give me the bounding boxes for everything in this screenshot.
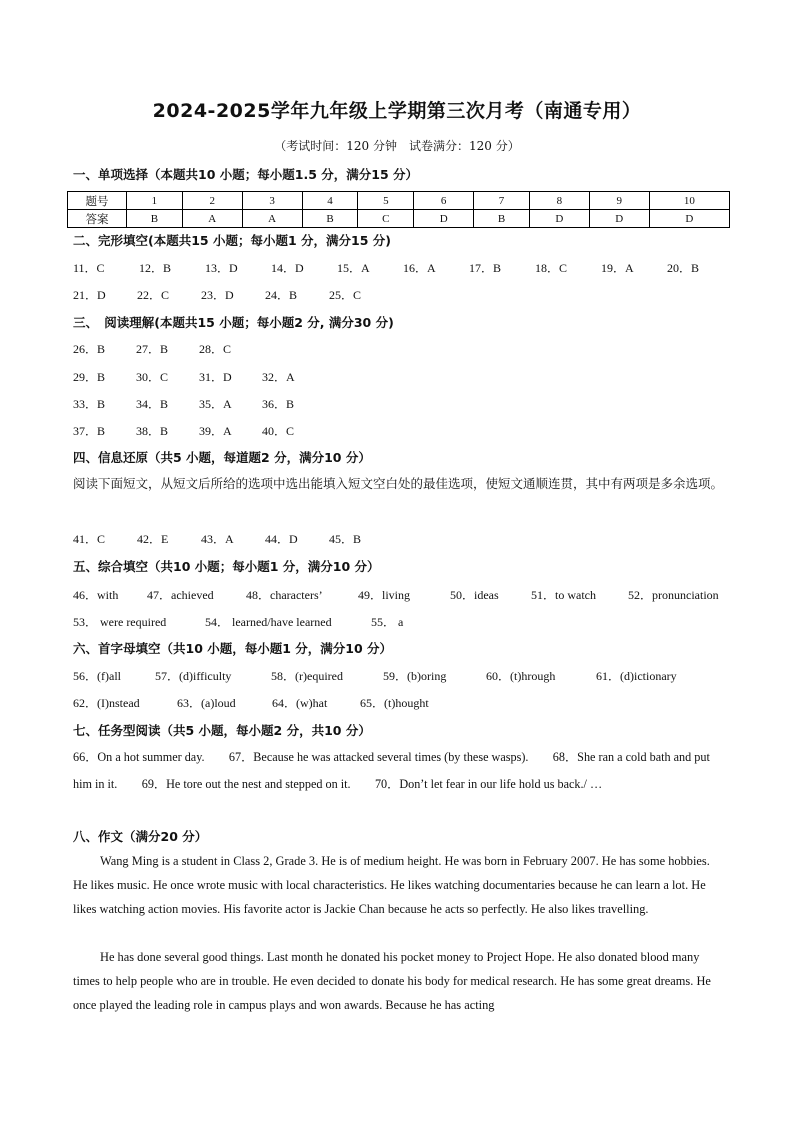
table-cell: 3 — [242, 192, 302, 210]
answer-item: 34．B — [136, 397, 169, 411]
section-heading-5: 五、综合填空（共10 小题；每小题1 分，满分10 分） — [73, 559, 380, 574]
answer-item: 41．C — [73, 532, 106, 546]
table-row — [68, 210, 730, 228]
answer-item: 61．(d)ictionary — [596, 669, 677, 683]
answer-item: 18．C — [535, 261, 568, 275]
answer-row — [73, 422, 294, 439]
answer-item: 55． a — [371, 615, 404, 629]
answer-item: 39．A — [199, 424, 232, 438]
table-cell: A — [182, 210, 242, 228]
answer-item: 11．C — [73, 261, 105, 275]
answer-item: 52．pronunciation — [628, 588, 719, 602]
answer-item: 12．B — [139, 261, 172, 275]
table-header-cell: 题号 — [68, 192, 127, 210]
answer-row — [73, 340, 231, 357]
answer-item: 21．D — [73, 288, 106, 302]
essay-paragraph: Wang Ming is a student in Class 2, Grade 3. He is of medium height. He was born in February 2007. He has some hobbies. He likes music. He once wrote music with local characteristics. He likes watching documentaries because he can learn a lot. He likes watching action movies. His favorite actor is Jackie Chan because he acts so perfectly. He also likes travelling. — [73, 854, 710, 916]
answer-item: 38．B — [136, 424, 169, 438]
section-heading-7: 七、任务型阅读（共5 小题，每小题2 分，共10 分） — [73, 723, 371, 738]
answer-item: 56．(f)all — [73, 669, 121, 683]
table-cell: C — [358, 210, 414, 228]
answer-item: 57．(d)ifficulty — [155, 669, 232, 683]
table-row — [68, 192, 730, 210]
answer-item: 25．C — [329, 288, 362, 302]
answer-item: 42．E — [137, 532, 169, 546]
page-title: 2024-2025学年九年级上学期第三次月考（南通专用） — [152, 100, 642, 122]
table-cell: B — [127, 210, 183, 228]
answer-item: 16．A — [403, 261, 436, 275]
answer-row — [73, 667, 677, 684]
answer-item: 15．A — [337, 261, 370, 275]
answer-row — [73, 694, 429, 711]
answer-item: 22．C — [137, 288, 170, 302]
answer-item: 65．(t)hought — [360, 696, 429, 710]
task-answers: 66．On a hot summer day. 67．Because he was attacked several times (by these wasps). 68．She ran a cold bath and put him in it. 69．He tore out the nest and stepped on it. 70．Don’t let fear in our life hold us back./ … — [73, 750, 710, 791]
answer-item: 31．D — [199, 370, 232, 384]
answer-item: 33．B — [73, 397, 106, 411]
answer-item: 13．D — [205, 261, 238, 275]
answer-item: 14．D — [271, 261, 304, 275]
section-heading-8: 八、作文（满分20 分） — [73, 829, 208, 844]
table-cell: D — [529, 210, 589, 228]
section-heading-6: 六、首字母填空（共10 小题，每小题1 分，满分10 分） — [73, 641, 393, 656]
answer-row — [73, 530, 361, 547]
answer-item: 40．C — [262, 424, 295, 438]
section-heading-3: 三、 阅读理解(本题共15 小题；每小题2 分, 满分30 分) — [73, 315, 394, 330]
table-cell: D — [589, 210, 649, 228]
table-cell: 2 — [182, 192, 242, 210]
essay-paragraph: He has done several good things. Last month he donated his pocket money to Project Hope. He also donated blood many times to help people who are in trouble. He even decided to donate his body for medical research. He has some great dreams. He once played the leading role in campus plays and won awards. Because he has acting — [73, 950, 711, 1012]
table-cell: 1 — [127, 192, 183, 210]
answer-row — [73, 613, 403, 630]
table-cell: B — [474, 210, 530, 228]
answer-item: 53． were required — [73, 615, 167, 629]
answer-item: 63．(a)loud — [177, 696, 236, 710]
answer-item: 36．B — [262, 397, 295, 411]
table-cell: B — [302, 210, 358, 228]
answer-item: 46．with — [73, 588, 119, 602]
answer-item: 47．achieved — [147, 588, 214, 602]
answer-item: 60．(t)hrough — [486, 669, 556, 683]
answer-row — [73, 395, 294, 412]
answer-table — [67, 191, 730, 228]
table-cell: 10 — [649, 192, 729, 210]
answer-item: 27．B — [136, 342, 169, 356]
section-heading-2: 二、完形填空(本题共15 小题；每小题1 分，满分15 分) — [73, 233, 391, 248]
table-cell: 7 — [474, 192, 530, 210]
answer-item: 37．B — [73, 424, 106, 438]
answer-row — [73, 586, 719, 603]
table-cell: D — [649, 210, 729, 228]
table-cell: 6 — [414, 192, 474, 210]
answer-item: 54． learned/have learned — [205, 615, 332, 629]
instruction-text: 阅读下面短文，从短文后所给的选项中选出能填入短文空白处的最佳选项，使短文通顺连贯，其中有两项是多余选项。 — [73, 476, 724, 491]
answer-item: 23．D — [201, 288, 234, 302]
answer-item: 29．B — [73, 370, 106, 384]
answer-item: 45．B — [329, 532, 362, 546]
answer-item: 49．living — [358, 588, 411, 602]
table-cell: 9 — [589, 192, 649, 210]
answer-item: 20．B — [667, 261, 700, 275]
answer-item: 35．A — [199, 397, 232, 411]
answer-row — [73, 368, 295, 385]
table-cell: 4 — [302, 192, 358, 210]
answer-item: 19．A — [601, 261, 634, 275]
section-heading-1: 一、单项选择（本题共10 小题；每小题1.5 分，满分15 分） — [73, 167, 418, 182]
answer-item: 64．(w)hat — [272, 696, 328, 710]
answer-item: 59．(b)oring — [383, 669, 447, 683]
table-header-cell: 答案 — [68, 210, 127, 228]
answer-item: 17．B — [469, 261, 502, 275]
table-cell: A — [242, 210, 302, 228]
section-heading-4: 四、信息还原（共5 小题，每道题2 分，满分10 分） — [73, 450, 371, 465]
answer-item: 44．D — [265, 532, 298, 546]
answer-item: 30．C — [136, 370, 169, 384]
answer-item: 24．B — [265, 288, 298, 302]
answer-item: 58．(r)equired — [271, 669, 343, 683]
exam-info: （考试时间：120 分钟 试卷满分：120 分） — [274, 139, 520, 153]
answer-row — [73, 286, 361, 303]
answer-row — [73, 259, 699, 276]
answer-item: 62．(I)nstead — [73, 696, 140, 710]
answer-item: 50．ideas — [450, 588, 499, 602]
answer-item: 28．C — [199, 342, 232, 356]
table-cell: 8 — [529, 192, 589, 210]
answer-item: 26．B — [73, 342, 106, 356]
answer-item: 43．A — [201, 532, 234, 546]
table-cell: 5 — [358, 192, 414, 210]
table-cell: D — [414, 210, 474, 228]
answer-item: 51．to watch — [531, 588, 596, 602]
answer-item: 32．A — [262, 370, 295, 384]
answer-item: 48．characters’ — [246, 588, 323, 602]
